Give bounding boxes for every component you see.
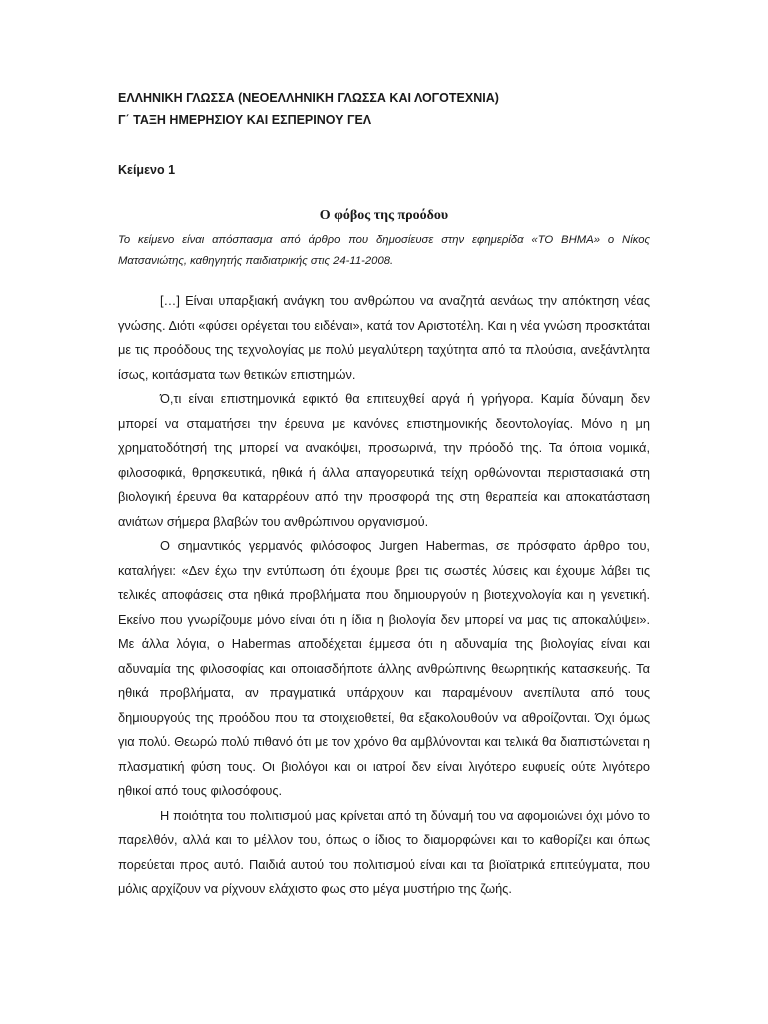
paragraph: Ο σημαντικός γερμανός φιλόσοφος Jurgen Habermas, σε πρόσφατο άρθρο του, καταλήγει: «Δεν έχω την εντύπωση ότι έχουμε βρει τις σωστές λύσεις και έχουμε λάβει τις τελικές αποφάσεις στα ηθικά προβλήματα που δημιουργούν η βιοτεχνολογία και η γενετική. Εκείνο που γνωρίζουμε μόνο είναι ότι η ίδια η βιολογία δεν μπορεί να μας τις αποκαλύψει». Με άλλα λόγια, ο Habermas αποδέχεται έμμεσα ότι η αδυναμία της βιολογίας είναι και αδυναμία της φιλοσοφίας και οποιασδήποτε άλλης ανθρώπινης θεωρητικής κατασκευής. Τα ηθικά προβλήματα, αν πραγματικά υπάρχουν και παραμένουν ανεπίλυτα από τους δημιουργούς της προόδου που τα στοιχειοθετεί, θα εξακολουθούν να αθροίζονται. Όχι όμως για πολύ. Θεωρώ πολύ πιθανό ότι με τον χρόνο θα αμβλύνονται και τελικά θα διαπιστώνεται η πλασματική φύση τους. Οι βιολόγοι και οι ιατροί δεν είναι λιγότερο ευφυείς ούτε λιγότερο ηθικοί από τους φιλοσόφους.: [118, 538, 650, 798]
text-label: Κείμενο 1: [118, 163, 176, 177]
paragraph: […] Είναι υπαρξιακή ανάγκη του ανθρώπου να αναζητά αενάως την απόκτηση νέας γνώσης. Διότι «φύσει ορέγεται του ειδέναι», κατά τον Αριστοτέλη. Και η νέα γνώση προσκτάται με τις προόδους της τεχνολογίας με πολύ μεγαλύτερη ταχύτητα από τα πλούσια, ανεξάντλητα ίσως, κοιτάσματα των θετικών επιστημών.: [118, 293, 650, 382]
exam-subject-heading: ΕΛΛΗΝΙΚΗ ΓΛΩΣΣΑ (ΝΕΟΕΛΛΗΝΙΚΗ ΓΛΩΣΣΑ ΚΑΙ ΛΟΓΟΤΕΧΝΙΑ): [118, 91, 499, 105]
exam-class-heading: Γ΄ ΤΑΞΗ ΗΜΕΡΗΣΙΟΥ ΚΑΙ ΕΣΠΕΡΙΝΟΥ ΓΕΛ: [118, 113, 372, 127]
article-source-note: Το κείμενο είναι απόσπασμα από άρθρο που δημοσίευσε στην εφημερίδα «ΤΟ ΒΗΜΑ» ο Νίκος Ματσανιώτης, καθηγητής παιδιατρικής στις 24-11-2008.: [118, 234, 650, 267]
article-body: [118, 289, 650, 902]
paragraph: Η ποιότητα του πολιτισμού μας κρίνεται από τη δύναμή του να αφομοιώνει όχι μόνο το παρελθόν, αλλά και το μέλλον του, όπως ο ίδιος το διαμορφώνει και το καθορίζει και όπως πορεύεται προς αυτό. Παιδιά αυτού του πολιτισμού είναι και τα βιοϊατρικά επιτεύγματα, που μόλις αρχίζουν να ρίχνουν ελάχιστο φως στο μέγα μυστήριο της ζωής.: [118, 807, 650, 896]
paragraph: Ό,τι είναι επιστημονικά εφικτό θα επιτευχθεί αργά ή γρήγορα. Καμία δύναμη δεν μπορεί να σταματήσει την έρευνα με κανόνες επιστημονικής δεοντολογίας. Μόνο η μη χρηματοδότησή της μπορεί να ανακόψει, προσωρινά, την πρόοδό της. Τα όποια νομικά, φιλοσοφικά, θρησκευτικά, ηθικά ή άλλα απαγορευτικά τείχη ορθώνονται περιστασιακά στη βιολογική έρευνα θα καταρρέουν από την προσφορά της στη θεραπεία και αποκατάσταση ανιάτων σήμερα βλαβών του ανθρώπινου οργανισμού.: [118, 391, 650, 529]
article-title: Ο φόβος της προόδου: [319, 208, 449, 223]
